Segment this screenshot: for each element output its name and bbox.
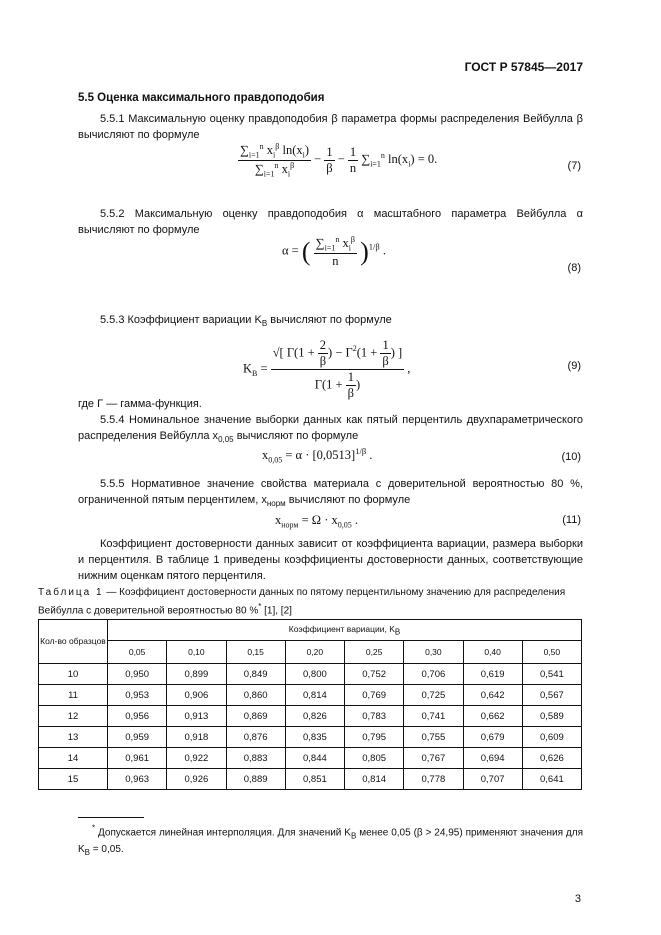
footnote-divider	[78, 817, 144, 818]
table-cell: 0,769	[345, 685, 404, 706]
table-cell: 0,851	[285, 769, 344, 790]
document-code: ГОСТ Р 57845—2017	[464, 60, 583, 74]
cv-header-cell: 0,20	[285, 641, 344, 664]
table-cell: 0,959	[108, 727, 167, 748]
table-cell: 0,869	[226, 706, 285, 727]
table-cell: 0,889	[226, 769, 285, 790]
sample-count-cell: 15	[39, 769, 108, 790]
table-cell: 0,725	[404, 685, 463, 706]
cv-header-cell: 0,10	[167, 641, 226, 664]
table-cell: 0,826	[285, 706, 344, 727]
cv-header-cell: 0,05	[108, 641, 167, 664]
header-sample-count: Кол-во образцов	[39, 620, 108, 664]
cv-header-cell: 0,40	[463, 641, 522, 664]
table-cell: 0,950	[108, 664, 167, 685]
formula-10: $x_{0,05} = \alpha \cdot [0,0513]^{1/\beta}$ .	[262, 446, 373, 465]
paragraph-5-5-5: 5.5.5 Нормативное значение свойства материала с доверительной вероятностью 80 %, ограниченной пятым перцентилем, $x_{норм}$ вычисляют по формуле	[78, 478, 583, 509]
header-variation-coefficient: Коэффициент вариации, $K_B$	[108, 620, 582, 641]
table-cell: 0,619	[463, 664, 522, 685]
sample-count-cell: 13	[39, 727, 108, 748]
table-cell: 0,755	[404, 727, 463, 748]
table-cell: 0,918	[167, 727, 226, 748]
table-cell: 0,922	[167, 748, 226, 769]
table-cell: 0,767	[404, 748, 463, 769]
table-cell: 0,642	[463, 685, 522, 706]
table-cell: 0,906	[167, 685, 226, 706]
table-cell: 0,844	[285, 748, 344, 769]
page-number: 3	[574, 893, 581, 905]
cv-header-row	[39, 641, 582, 664]
table-cell: 0,741	[404, 706, 463, 727]
table-cell: 0,835	[285, 727, 344, 748]
table-cell: 0,567	[522, 685, 581, 706]
table-cell: 0,963	[108, 769, 167, 790]
table-cell: 0,805	[345, 748, 404, 769]
paragraph-5-5-2: 5.5.2 Максимальную оценку правдоподобия α масштабного параметра Вейбулла α вычисляют по формуле	[78, 208, 583, 236]
table-cell: 0,694	[463, 748, 522, 769]
sample-count-cell: 11	[39, 685, 108, 706]
formula-7: $\frac{\sum_{i=1}^n x_i^\beta \ln(x_i)}{\sum_{i=1}^n x_i^\beta}$ − $\frac{1}{\beta}$ − $\frac{1}{n}$ $\sum_{i=1}^n$ $\ln(x_i) = 0$.	[240, 142, 438, 179]
table-cell: 0,849	[226, 664, 285, 685]
formula-8: α = ( $\frac{\sum_{i=1}^n x_i^\beta}{n}$ )$^{1/\beta}$ .	[282, 235, 386, 268]
table-cell: 0,899	[167, 664, 226, 685]
table-cell: 0,876	[226, 727, 285, 748]
cv-header-cell: 0,15	[226, 641, 285, 664]
formula-9: $K_B$ = √[ Γ(1 + $\frac{2}{\beta}$ ) − $\Gamma^2(1$ + $\frac{1}{\beta}$ ) ] Γ(1 + $\frac{1}{\beta}$ ) ,	[243, 338, 411, 400]
equation-number-9: (9)	[567, 360, 581, 372]
table-body	[39, 664, 582, 790]
table-caption: Таблица 1 — Коэффициент достоверности данных по пятому перцентильному значению для распределения Вейбулла с доверительной вероятностью 80 %* [1], [2]	[38, 587, 566, 617]
table-cell: 0,860	[226, 685, 285, 706]
table-cell: 0,706	[404, 664, 463, 685]
equation-number-8: (8)	[567, 262, 581, 274]
table-cell: 0,814	[345, 769, 404, 790]
cv-header-cell: 0,30	[404, 641, 463, 664]
table-cell: 0,800	[285, 664, 344, 685]
confidence-table	[38, 619, 582, 790]
paragraph-5-5-3: 5.5.3 Коэффициент вариации $K_B$ вычисляют по формуле	[100, 314, 392, 329]
table-cell: 0,953	[108, 685, 167, 706]
table-row	[39, 748, 582, 769]
table-cell: 0,783	[345, 706, 404, 727]
cv-header-cell: 0,50	[522, 641, 581, 664]
table-cell: 0,913	[167, 706, 226, 727]
table-cell: 0,926	[167, 769, 226, 790]
equation-number-11: (11)	[562, 514, 581, 526]
table-cell: 0,961	[108, 748, 167, 769]
formula-11: $x_{норм} = \Omega \cdot x_{0,05}$ .	[275, 513, 358, 530]
cv-header-cell: 0,25	[345, 641, 404, 664]
table-row	[39, 664, 582, 685]
table-row	[39, 769, 582, 790]
table-cell: 0,626	[522, 748, 581, 769]
table-cell: 0,589	[522, 706, 581, 727]
table-row	[39, 706, 582, 727]
table-cell: 0,679	[463, 727, 522, 748]
footnote: * Допускается линейная интерполяция. Для значений $K_B$ менее 0,05 (β > 24,95) применяют значения для $K_B = 0,05$.	[78, 824, 583, 858]
sample-count-cell: 10	[39, 664, 108, 685]
table-row	[39, 685, 582, 706]
table-cell: 0,541	[522, 664, 581, 685]
paragraph-confidence: Коэффициент достоверности данных зависит от коэффициента вариации, размера выборки и перцентиля. В таблице 1 приведены коэффициенты достоверности данных, соответствующие нижним оценкам пятого перцентиля.	[78, 538, 583, 582]
table-cell: 0,778	[404, 769, 463, 790]
sample-count-cell: 12	[39, 706, 108, 727]
table-cell: 0,883	[226, 748, 285, 769]
table-cell: 0,662	[463, 706, 522, 727]
equation-number-10: (10)	[561, 451, 581, 463]
table-cell: 0,609	[522, 727, 581, 748]
table-cell: 0,707	[463, 769, 522, 790]
section-title: 5.5 Оценка максимального правдоподобия	[78, 92, 325, 104]
paragraph-5-5-1: 5.5.1 Максимальную оценку правдоподобия β параметра формы распределения Вейбулла β вычисляют по формуле	[78, 113, 583, 141]
table-cell: 0,752	[345, 664, 404, 685]
table-cell: 0,956	[108, 706, 167, 727]
paragraph-5-5-4: 5.5.4 Номинальное значение выборки данных как пятый перцентиль двухпараметрического распределения Вейбулла $x_{0,05}$ вычисляют по формуле	[78, 414, 583, 445]
equation-number-7: (7)	[567, 160, 581, 172]
table-cell: 0,795	[345, 727, 404, 748]
gamma-note: где Γ — гамма-функция.	[78, 398, 202, 410]
table-cell: 0,814	[285, 685, 344, 706]
sample-count-cell: 14	[39, 748, 108, 769]
table-row	[39, 727, 582, 748]
table-cell: 0,641	[522, 769, 581, 790]
